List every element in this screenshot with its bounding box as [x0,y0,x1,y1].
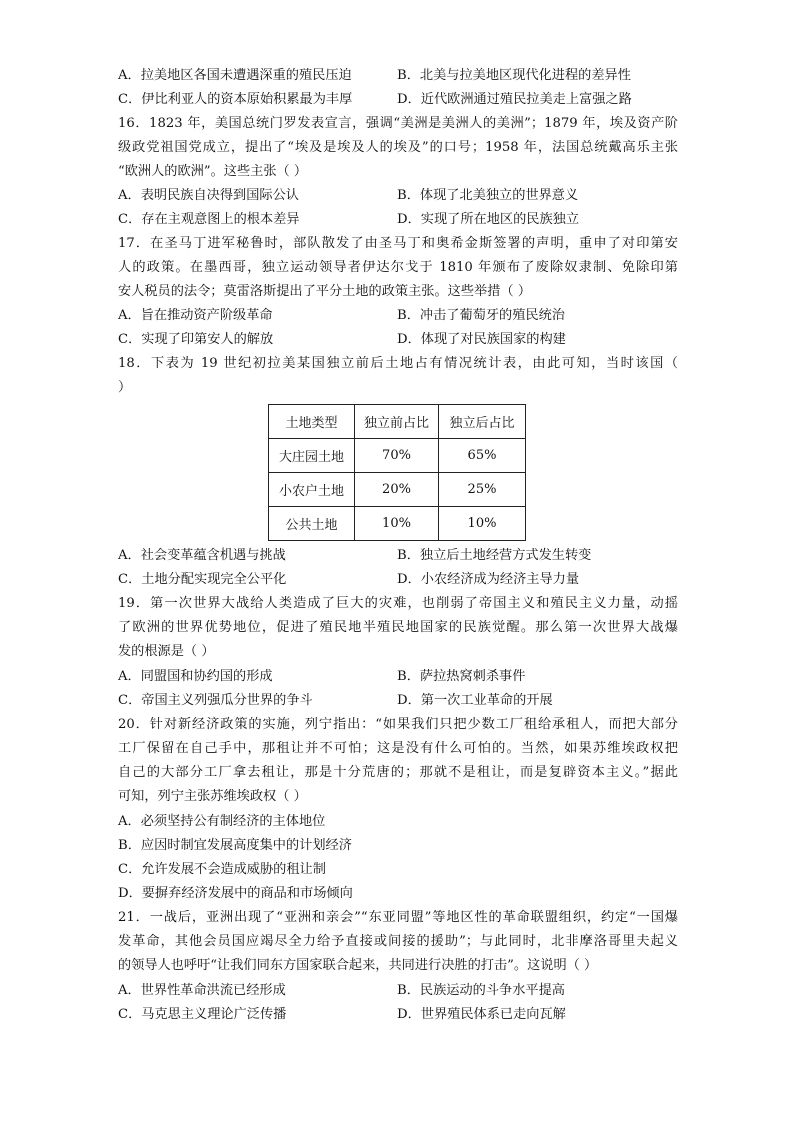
table-cell: 65% [439,439,526,473]
q16-option-d[interactable]: D．实现了所在地区的民族独立 [397,212,580,227]
q15-options-row-1 [118,67,678,85]
q19-option-a[interactable]: A．同盟国和协约国的形成 [118,669,273,684]
q17-option-b[interactable]: B．冲击了葡萄牙的殖民统治 [397,308,565,323]
q16-option-c[interactable]: C．存在主观意图上的根本差异 [118,212,300,227]
table-header-cell: 土地类型 [269,405,355,439]
q21-stem-line-2: 发革命，其他会员国应竭尽全力给予直接或间接的援助”；与此同时，北非摩洛哥里夫起义 [118,934,678,949]
table-cell: 10% [355,507,439,541]
q17-option-d[interactable]: D．体现了对民族国家的构建 [397,332,566,347]
table-cell: 20% [355,473,439,507]
q21-options-row-1 [118,982,678,1000]
q19-stem-line-1: 19．第一次世界大战给人类造成了巨大的灾难，也削弱了帝国主义和殖民主义力量，动摇 [118,596,678,611]
q16-options-row-1 [118,187,678,205]
q16-options-row-2 [118,211,678,229]
q17-stem-line-3: 安人税员的法令；莫雷洛斯提出了平分土地的政策主张。这些举措（ ） [118,284,532,299]
q16-stem-line-1: 16．1823 年，美国总统门罗发表宣言，强调“美洲是美洲人的美洲”；1879 年，埃及资产阶 [118,116,678,131]
q18-options-row-2 [118,571,678,589]
q19-stem-line-2: 了欧洲的世界优势地位，促进了殖民地半殖民地国家的民族觉醒。那么第一次世界大战爆 [118,620,678,635]
q20-option-d[interactable]: D．要摒弃经济发展中的商品和市场倾向 [118,886,353,901]
q19-option-c[interactable]: C．帝国主义列强瓜分世界的争斗 [118,693,313,708]
q17-options-row-1 [118,307,678,325]
q19-option-d[interactable]: D．第一次工业革命的开展 [397,693,553,708]
q17-options-row-2 [118,331,678,349]
q19-stem-line-3: 发的根源是（ ） [118,644,215,659]
table-cell: 25% [439,473,526,507]
table-header-cell: 独立前占比 [355,405,439,439]
q19-options-row-2 [118,692,678,710]
table-header-cell: 独立后占比 [439,405,526,439]
q21-stem-line-1: 21．一战后，亚洲出现了“亚洲和亲会”“东亚同盟”等地区性的革命联盟组织，约定“一国爆 [118,910,678,925]
q17-option-c[interactable]: C．实现了印第安人的解放 [118,332,274,347]
q18-option-d[interactable]: D．小农经济成为经济主导力量 [397,572,580,587]
q16-stem-line-2: 级政党祖国党成立，提出了“埃及是埃及人的埃及”的口号；1958 年，法国总统戴高乐主张 [118,140,678,155]
q18-options-row-1 [118,547,678,565]
table-header-row [269,405,526,439]
q21-option-c[interactable]: C．马克思主义理论广泛传播 [118,1007,287,1022]
q20-option-b[interactable]: B．应因时制宜发展高度集中的计划经济 [118,838,352,853]
q18-option-a[interactable]: A．社会变革蕴含机遇与挑战 [118,548,286,563]
q18-stem-line-2: ） [118,380,132,395]
q18-option-c[interactable]: C．土地分配实现完全公平化 [118,572,287,587]
q17-option-a[interactable]: A．旨在推动资产阶级革命 [118,308,273,323]
q15-option-b[interactable]: B．北美与拉美地区现代化进程的差异性 [397,68,631,83]
q20-stem-line-1: 20．针对新经济政策的实施，列宁指出：“如果我们只把少数工厂租给承租人，而把大部分 [118,717,678,732]
q20-stem-line-3: 自己的大部分工厂拿去租让，那是十分荒唐的；那就不是租让，而是复辟资本主义。”据此 [118,765,678,780]
q20-option-a[interactable]: A．必须坚持公有制经济的主体地位 [118,814,326,829]
q16-stem-line-3: “欧洲人的欧洲”。这些主张（ ） [118,164,308,179]
q21-options-row-2 [118,1006,678,1024]
q19-option-b[interactable]: B．萨拉热窝刺杀事件 [397,669,526,684]
table-cell: 10% [439,507,526,541]
table-row [269,439,526,473]
table-cell: 大庄园土地 [269,439,355,473]
q15-options-row-2 [118,91,678,109]
q16-option-a[interactable]: A．表明民族自决得到国际公认 [118,188,299,203]
table-row [269,473,526,507]
q15-option-a[interactable]: A．拉美地区各国未遭遇深重的殖民压迫 [118,68,352,83]
q20-option-c[interactable]: C．允许发展不会造成威胁的租让制 [118,862,326,877]
q18-stem-line-1: 18．下表为 19 世纪初拉美某国独立前后土地占有情况统计表，由此可知，当时该国（ [118,356,678,371]
q20-stem-line-2: 工厂保留在自己手中，那租让并不可怕；这是没有什么可怕的。当然，如果苏维埃政权把 [118,741,678,756]
table-cell: 70% [355,439,439,473]
q19-options-row-1 [118,668,678,686]
table-cell: 小农户土地 [269,473,355,507]
q21-option-d[interactable]: D．世界殖民体系已走向瓦解 [397,1007,566,1022]
q17-stem-line-2: 人的政策。在墨西哥，独立运动领导者伊达尔戈于 1810 年颁布了废除奴隶制、免除印第 [118,260,678,275]
q18-option-b[interactable]: B．独立后土地经营方式发生转变 [397,548,592,563]
q17-stem-line-1: 17．在圣马丁进军秘鲁时，部队散发了由圣马丁和奥希金斯签署的声明，重申了对印第安 [118,236,678,251]
q16-option-b[interactable]: B．体现了北美独立的世界意义 [397,188,579,203]
q20-stem-line-4: 可知，列宁主张苏维埃政权（ ） [118,789,307,804]
table-cell: 公共土地 [269,507,355,541]
q15-option-d[interactable]: D．近代欧洲通过殖民拉美走上富强之路 [397,92,632,107]
q21-stem-line-3: 的领导人也呼吁“让我们同东方国家联合起来，共同进行决胜的打击”。这说明（ ） [118,958,598,973]
q15-option-c[interactable]: C．伊比利亚人的资本原始积累最为丰厚 [118,92,353,107]
q21-option-a[interactable]: A．世界性革命洪流已经形成 [118,983,286,998]
table-row [269,507,526,541]
land-ownership-table [268,404,526,541]
q21-option-b[interactable]: B．民族运动的斗争水平提高 [397,983,565,998]
